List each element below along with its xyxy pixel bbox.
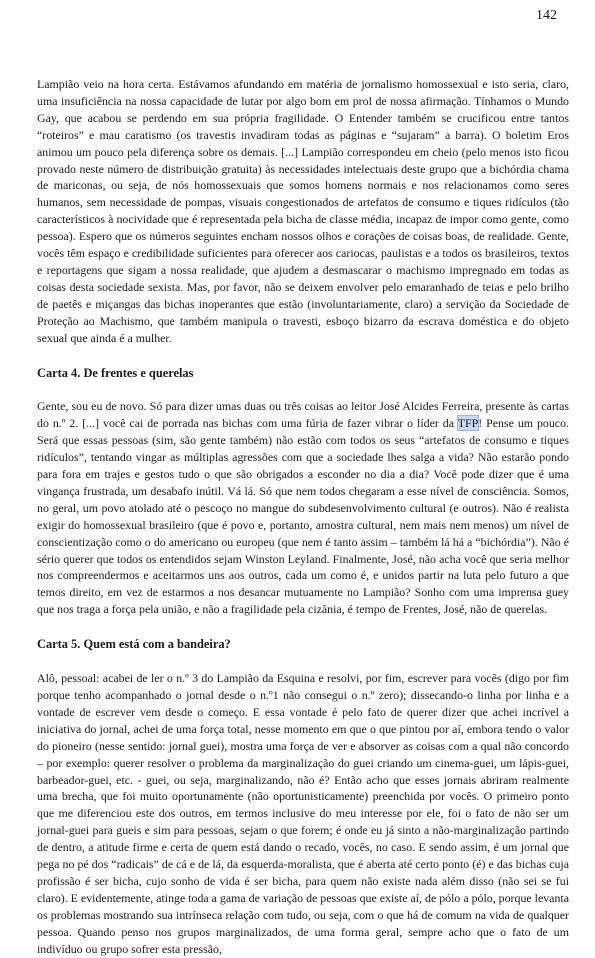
letter-5-heading: Carta 5. Quem está com a bandeira? [37, 637, 231, 652]
document-body [37, 76, 569, 958]
page-number: 142 [536, 8, 557, 23]
letter-4-text-start: Gente, sou eu de novo. Só para dizer umas duas ou três coisas ao leitor José Alcides Ferreira, presente às cartas do n.º 2. [...] você cai de porrada nas bichas com uma fúria de fazer vibrar o líder da [37, 399, 569, 431]
letter-5-paragraph: Alô, pessoal: acabei de ler o n.º 3 do Lampião da Esquina e resolvi, por fim, escrever para vocês (digo por fim porque tenho acompanhado o jornal desde o n.º1 não consegui o n.º zero); dissecando-o linha por linha e a vontade de escrever vem desde o começo. E essa vontade é pelo fato de querer dizer que achei incrível a iniciativa do jornal, achei de uma força total, nesse momento em que o que pintou por aí, embora tendo o valor do pioneiro (nesse sentido: jornal guei), mostra uma força de ver e absorver as coisas com a qual não concordo – por exemplo: querer resolver o problema da marginalização do guei criando um cinema-guei, um lápis-guei, barbeador-guei, etc. - guei, ou seja, marginalizando, não é? Então acho que esses jornais abriram realmente uma brecha, que foi muito oportunamente (não oportunisticamente) preenchida por vocês. O primeiro ponto que me diferenciou este dos outros, em termos inclusive do meu interesse por ele, foi o fato de não ser um jornal-guei para gueis e sim para pessoas, sejam o que forem; é onde eu já sinto a não-marginalização partindo de dentro, a atitude firme e certa de quem está dando o recado, vocês, no caso. E sendo assim, é um jornal que pega no pé dos “radicais” de cá e de lá, da esquerda-moralista, que é aberta até certo ponto (é) e das bichas cuja profissão é ser bicha, cujo sonho de vida é ser bicha, para quem não existe nada além disso (não sei se fui claro). E evidentemente, atinge toda a gama de variação de pessoas que existe aí, de pólo a pólo, porque levanta os problemas mostrando sua intrínseca relação com tudo, ou seja, com o que há de comum na vida de qualquer pessoa. Quando penso nos grupos marginalizados, de uma forma geral, sempre acho que o fato de um indivíduo ou grupo sofrer esta pressão, [37, 671, 569, 956]
letter-4-paragraph [37, 398, 569, 618]
highlighted-word-tfp[interactable]: TFP [457, 416, 479, 431]
intro-paragraph: Lampião veio na hora certa. Estávamos afundando em matéria de jornalismo homossexual e isto seria, claro, uma insuficiência na nossa capacidade de lutar por algo bom em prol de nossa afirmação. Tínhamos o Mundo Gay, que acabou se perdendo em sua própria fragilidade. O Entender também se crucificou entre tantos “roteiros” e mau caratismo (os travestis invadiram todas as páginas e “sujaram” a barra). O boletim Eros animou um pouco pela diferença sobre os demais. [...] Lampião correspondeu em cheio (pelo menos isto ficou provado neste número de distribuição gratuita) às necessidades intelectuais deste grupo que a bichórdia chama de mariconas, ou seja, de nós homossexuais que somos homens normais e nos relacionamos como seres humanos, sem necessidade de pompas, visuais congestionados de artefatos de consumo e tiques ridículos (tão característicos à nocividade que é representada pela bicha de classe média, incapaz de impor como gente, como pessoa). Espero que os números seguintes encham nossos olhos e corações de coisas boas, de realidade. Gente, vocês têm espaço e credibilidade suficientes para oferecer aos cariocas, paulistas e a todos os brasileiros, textos e reportagens que sigam a nossa realidade, que ajudem a desmascarar o machismo impregnado em todas as coisas desta sociedade sexista. Mas, por favor, não se deixem envolver pelo emaranhado de teias e pelo brilho de paetês e miçangas das bichas inoperantes que estão (involuntariamente, claro) a servição da Sociedade de Proteção ao Machismo, que também manipula o travesti, esboço bizarro da escrava doméstica e do objeto sexual que ainda é a mulher. [37, 77, 569, 345]
letter-4-text-end: ! Pense um pouco. Será que essas pessoas (sim, são gente também) não estão com todos os seus “artefatos de consumo e tiques ridículos”, tentando vingar as múltiplas agressões com que a sociedade lhes salga a vida? Não estarão pondo para fora em trajes e gestos tudo o que são obrigados a esconder no dia a dia? Você pode dizer que é uma vingança frustrada, um desabafo inútil. Vá lá. Só que nem todos chegaram a esse nível de consciência. Somos, no geral, um povo atolado até o pescoço no mangue do subdesenvolvimento cultural (e outros). Não é realista exigir do homossexual brasileiro (que é povo e, portanto, amostra cultural, nem mais nem menos) um nível de conscientização como o do americano ou europeu (que nem é tanto assim – também lá há a “bichórdia”). Não é sério querer que todos os entendidos sejam Winston Leyland. Finalmente, José, não acha você que seria melhor nos compreendermos e aceitarmos uns aos outros, cada um como é, e unidos partir na luta pelo futuro a que temos direito, em vez de estarmos a nos desancar mutuamente no Lampião? Sonho com uma imprensa guey que nos traga a força pela união, e não a fragilidade pela cizânia, é tempo de Frentes, José, não de querelas. [37, 416, 569, 617]
letter-4-heading: Carta 4. De frentes e querelas [37, 365, 194, 380]
